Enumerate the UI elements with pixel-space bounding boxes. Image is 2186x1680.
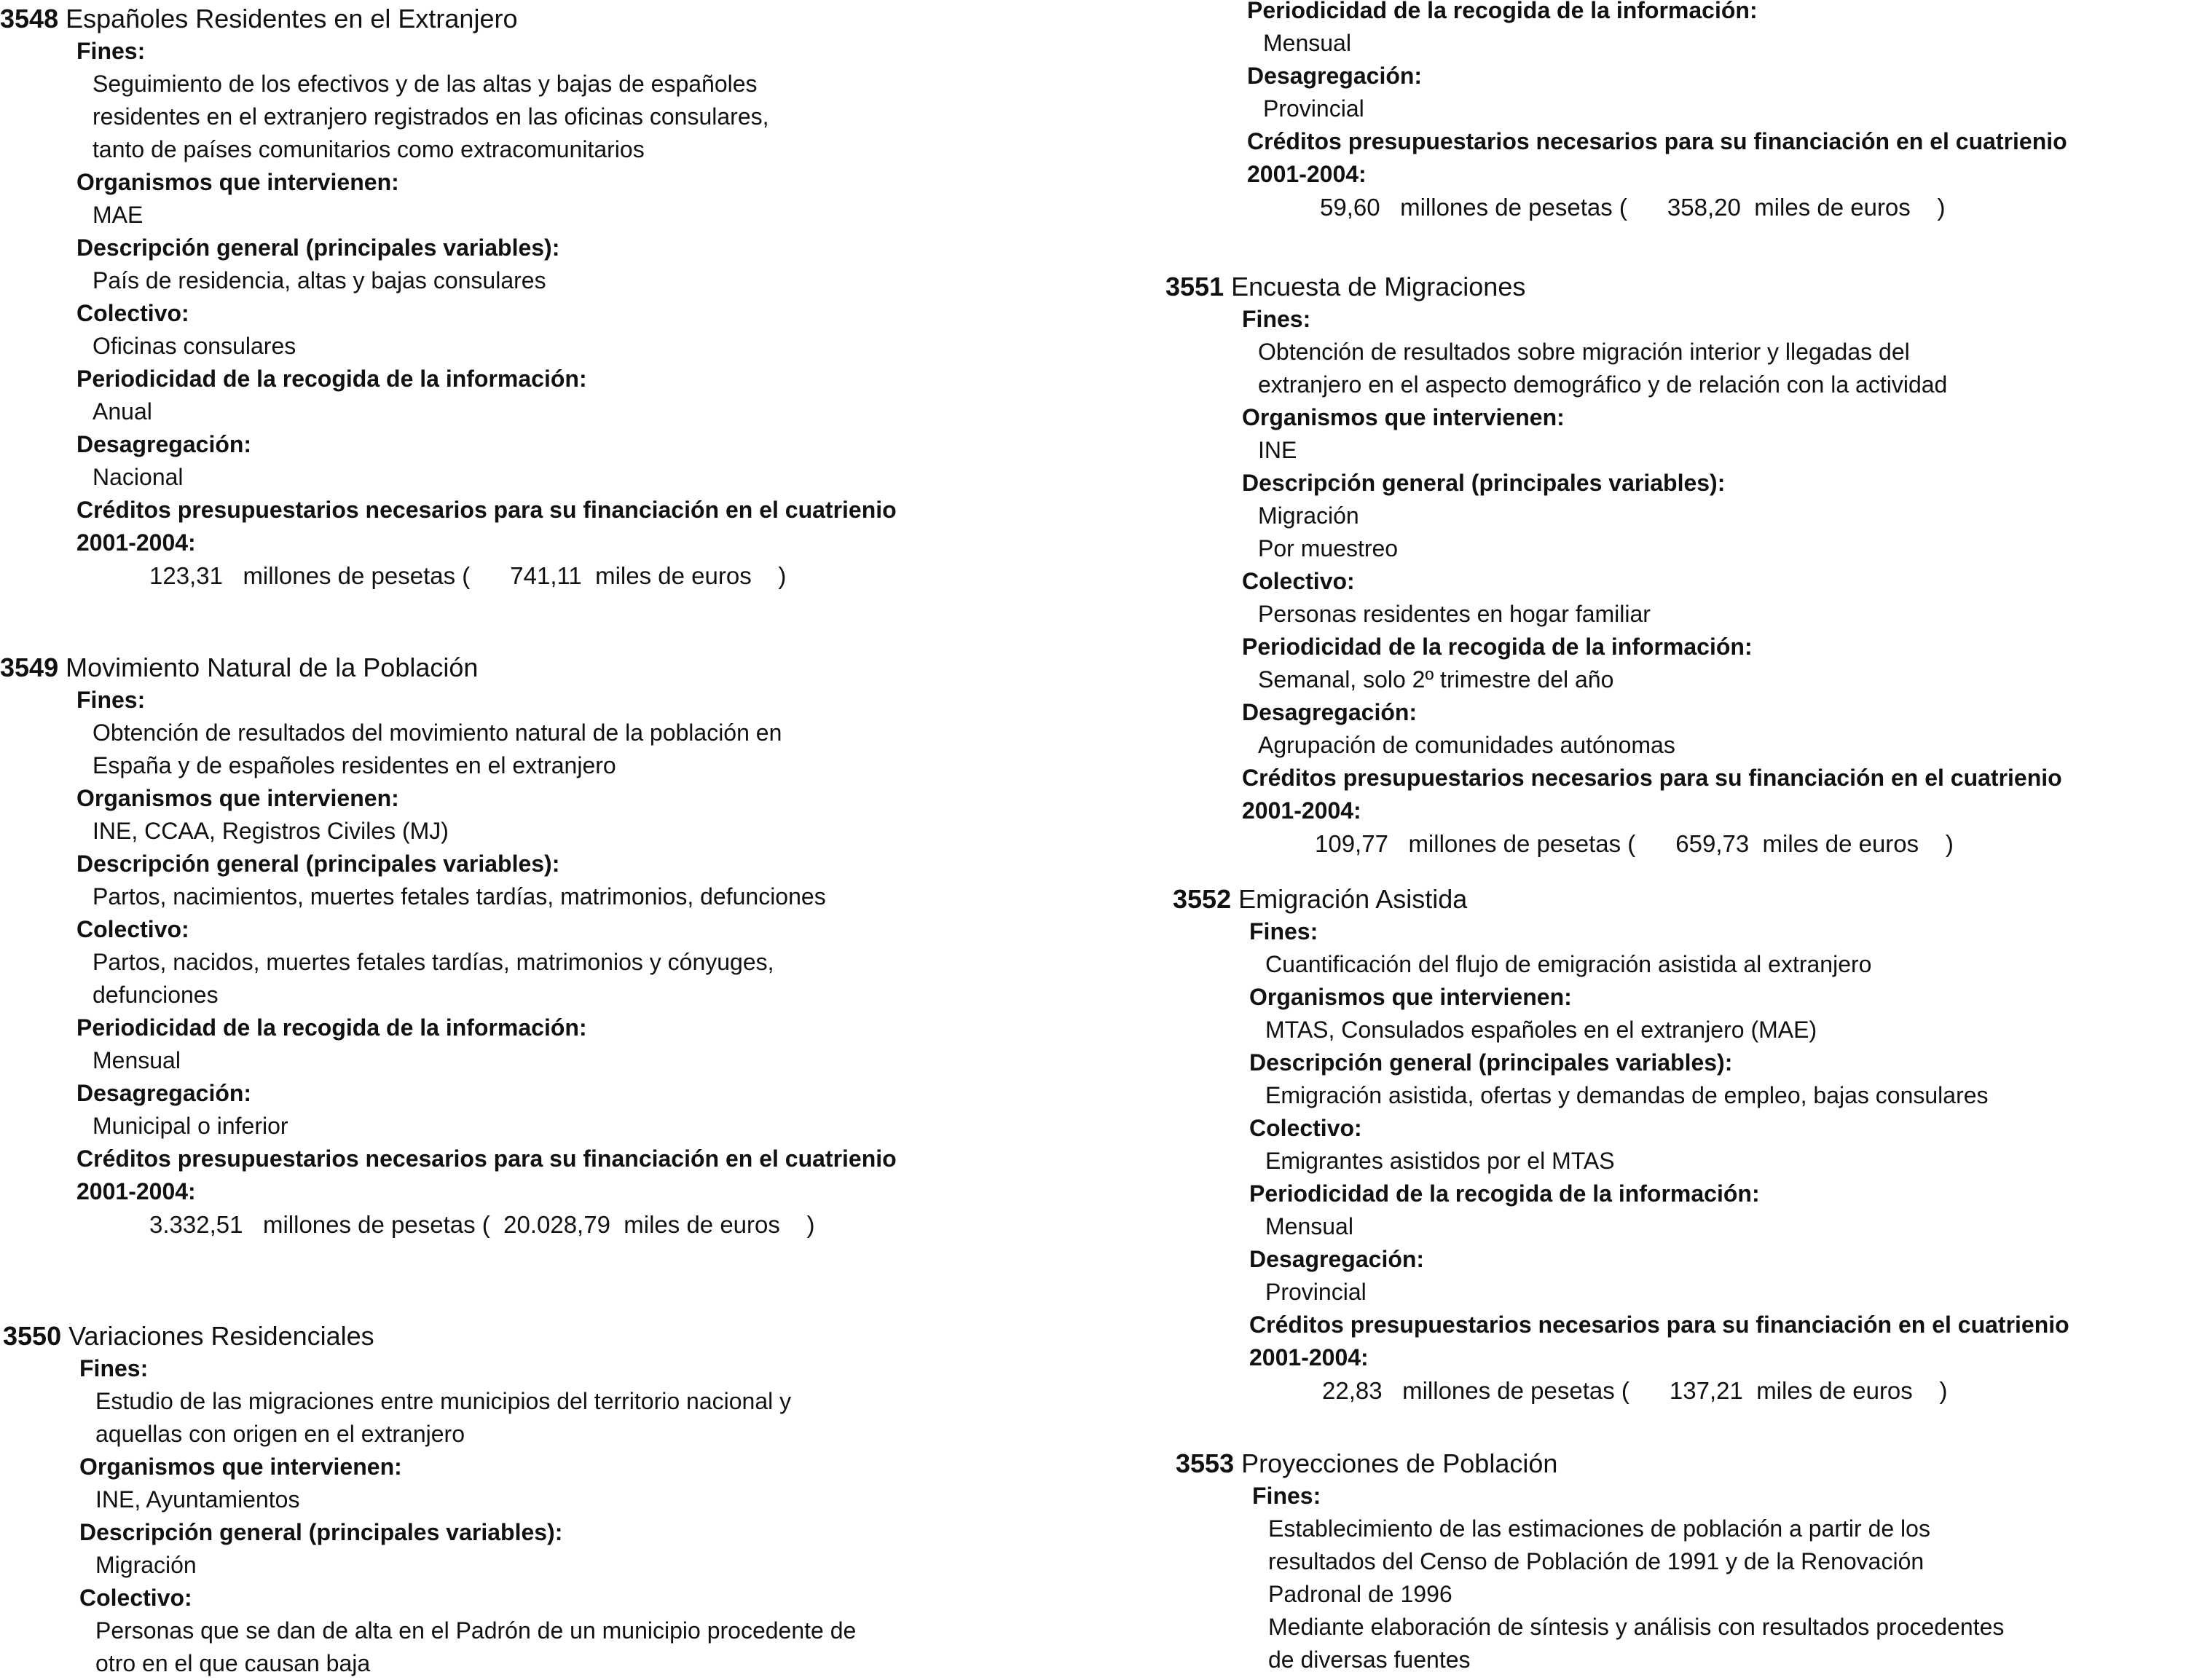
descripcion-value: Emigración asistida, ofertas y demandas de empleo, bajas consulares bbox=[1265, 1082, 1989, 1108]
fines-label: Fines: bbox=[76, 687, 146, 713]
fines-label: Fines: bbox=[1242, 306, 1311, 332]
fines-line: resultados del Censo de Población de 1991 y de la Renovación bbox=[1268, 1548, 1924, 1574]
descripcion-value: Por muestreo bbox=[1258, 535, 1399, 561]
creditos-label: Créditos presupuestarios necesarios para su financiación en el cuatrienio bbox=[76, 497, 897, 523]
periodicidad-label: Periodicidad de la recogida de la información: bbox=[1249, 1180, 1760, 1207]
cost-line: 22,83 millones de pesetas ( 137,21 miles de euros ) bbox=[1322, 1377, 1948, 1404]
descripcion-value: Partos, nacimientos, muertes fetales tardías, matrimonios, defunciones bbox=[93, 883, 826, 910]
entry-header bbox=[3, 1320, 856, 1352]
entry-body bbox=[1242, 303, 2062, 860]
desagregacion-value: Provincial bbox=[1263, 95, 1364, 122]
cost-line: 123,31 millones de pesetas ( 741,11 miles de euros ) bbox=[149, 562, 787, 589]
organismos-value: MTAS, Consulados españoles en el extranjero (MAE) bbox=[1265, 1017, 1817, 1043]
creditos-label: Créditos presupuestarios necesarios para su financiación en el cuatrienio bbox=[76, 1145, 897, 1172]
colectivo-label: Colectivo: bbox=[1242, 568, 1355, 594]
entry-3550-continuation bbox=[1165, 0, 2067, 224]
fines-line: Mediante elaboración de síntesis y análisis con resultados procedentes bbox=[1268, 1614, 2005, 1640]
entry-title: Proyecciones de Población bbox=[1241, 1448, 1558, 1478]
creditos-period: 2001-2004: bbox=[1249, 1344, 1369, 1371]
colectivo-value: Personas residentes en hogar familiar bbox=[1258, 601, 1651, 627]
colectivo-value: Oficinas consulares bbox=[93, 333, 296, 359]
entry-3549 bbox=[0, 652, 897, 1241]
creditos-period: 2001-2004: bbox=[76, 1178, 196, 1204]
entry-number: 3553 bbox=[1176, 1448, 1235, 1478]
desagregacion-label: Desagregación: bbox=[1247, 63, 1423, 89]
creditos-label: Créditos presupuestarios necesarios para su financiación en el cuatrienio bbox=[1247, 128, 2067, 154]
fines-line: Seguimiento de los efectivos y de las altas y bajas de españoles bbox=[93, 71, 758, 97]
entry-3548 bbox=[0, 3, 897, 592]
entry-title: Movimiento Natural de la Población bbox=[66, 652, 479, 682]
cost-line: 109,77 millones de pesetas ( 659,73 miles de euros ) bbox=[1315, 830, 1954, 857]
desagregacion-value: Agrupación de comunidades autónomas bbox=[1258, 732, 1675, 758]
entry-title: Encuesta de Migraciones bbox=[1231, 272, 1526, 301]
fines-label: Fines: bbox=[76, 38, 146, 64]
entry-number: 3550 bbox=[3, 1321, 62, 1351]
colectivo-label: Colectivo: bbox=[76, 300, 189, 326]
entry-body bbox=[1247, 0, 2067, 224]
periodicidad-label: Periodicidad de la recogida de la información: bbox=[76, 1014, 587, 1041]
colectivo-value: otro en el que causan baja bbox=[95, 1650, 371, 1676]
entry-3551 bbox=[1165, 271, 2062, 860]
fines-label: Fines: bbox=[79, 1355, 149, 1381]
periodicidad-label: Periodicidad de la recogida de la información: bbox=[76, 366, 587, 392]
organismos-value: INE bbox=[1258, 437, 1297, 463]
colectivo-value: Personas que se dan de alta en el Padrón de un municipio procedente de bbox=[95, 1617, 857, 1644]
creditos-label: Créditos presupuestarios necesarios para su financiación en el cuatrienio bbox=[1249, 1312, 2069, 1338]
entry-3553 bbox=[1176, 1448, 2004, 1676]
descripcion-value: País de residencia, altas y bajas consulares bbox=[93, 267, 546, 293]
entry-number: 3552 bbox=[1173, 884, 1232, 914]
colectivo-label: Colectivo: bbox=[1249, 1115, 1362, 1141]
desagregacion-value: Municipal o inferior bbox=[93, 1113, 288, 1139]
creditos-period: 2001-2004: bbox=[76, 529, 196, 556]
colectivo-value: Emigrantes asistidos por el MTAS bbox=[1265, 1148, 1615, 1174]
organismos-value: INE, Ayuntamientos bbox=[95, 1486, 300, 1513]
desagregacion-label: Desagregación: bbox=[1249, 1246, 1425, 1272]
entry-3552 bbox=[1173, 883, 2069, 1407]
entry-header bbox=[1165, 271, 2062, 303]
fines-line: Estudio de las migraciones entre municipios del territorio nacional y bbox=[95, 1388, 792, 1414]
periodicidad-value: Anual bbox=[93, 398, 152, 425]
descripcion-label: Descripción general (principales variables): bbox=[76, 851, 560, 877]
periodicidad-value: Mensual bbox=[93, 1047, 181, 1073]
entry-3550 bbox=[3, 1320, 856, 1680]
descripcion-value: Migración bbox=[95, 1552, 197, 1578]
organismos-value: INE, CCAA, Registros Civiles (MJ) bbox=[93, 818, 449, 844]
entry-header bbox=[0, 652, 897, 684]
entry-body bbox=[1249, 915, 2069, 1407]
organismos-label: Organismos que intervienen: bbox=[79, 1454, 402, 1480]
fines-line: residentes en el extranjero registrados en las oficinas consulares, bbox=[93, 103, 769, 130]
entry-header bbox=[0, 3, 897, 35]
entry-number: 3548 bbox=[0, 4, 59, 33]
colectivo-label: Colectivo: bbox=[76, 916, 189, 942]
creditos-period: 2001-2004: bbox=[1247, 161, 1367, 187]
fines-line: Obtención de resultados sobre migración interior y llegadas del bbox=[1258, 339, 1910, 365]
colectivo-label: Colectivo: bbox=[79, 1585, 192, 1611]
descripcion-label: Descripción general (principales variables): bbox=[1249, 1049, 1733, 1076]
entry-title: Españoles Residentes en el Extranjero bbox=[66, 4, 518, 33]
colectivo-value: defunciones bbox=[93, 982, 219, 1008]
descripcion-label: Descripción general (principales variables): bbox=[76, 234, 560, 261]
fines-line: extranjero en el aspecto demográfico y de relación con la actividad bbox=[1258, 371, 1948, 398]
organismos-value: MAE bbox=[93, 202, 143, 228]
periodicidad-value: Semanal, solo 2º trimestre del año bbox=[1258, 666, 1614, 693]
fines-line: aquellas con origen en el extranjero bbox=[95, 1421, 465, 1447]
desagregacion-label: Desagregación: bbox=[1242, 699, 1418, 725]
entry-number: 3551 bbox=[1165, 272, 1224, 301]
cost-line: 3.332,51 millones de pesetas ( 20.028,79 miles de euros ) bbox=[149, 1211, 815, 1238]
fines-line: de diversas fuentes bbox=[1268, 1647, 1471, 1673]
descripcion-label: Descripción general (principales variables): bbox=[79, 1519, 563, 1545]
descripcion-label: Descripción general (principales variables): bbox=[1242, 470, 1726, 496]
cost-line: 59,60 millones de pesetas ( 358,20 miles de euros ) bbox=[1320, 194, 1946, 221]
periodicidad-label: Periodicidad de la recogida de la información: bbox=[1247, 0, 1758, 23]
periodicidad-label: Periodicidad de la recogida de la información: bbox=[1242, 634, 1753, 660]
fines-line: España y de españoles residentes en el extranjero bbox=[93, 752, 616, 778]
entry-body bbox=[76, 684, 897, 1241]
fines-label: Fines: bbox=[1249, 918, 1318, 944]
colectivo-value: Partos, nacidos, muertes fetales tardías, matrimonios y cónyuges, bbox=[93, 949, 774, 975]
entry-body bbox=[76, 35, 897, 592]
entry-body bbox=[1252, 1480, 2004, 1676]
creditos-label: Créditos presupuestarios necesarios para su financiación en el cuatrienio bbox=[1242, 765, 2062, 791]
fines-line: tanto de países comunitarios como extracomunitarios bbox=[93, 136, 645, 162]
desagregacion-value: Provincial bbox=[1265, 1279, 1367, 1305]
desagregacion-value: Nacional bbox=[93, 464, 184, 490]
organismos-label: Organismos que intervienen: bbox=[76, 785, 399, 811]
fines-line: Cuantificación del flujo de emigración asistida al extranjero bbox=[1265, 951, 1872, 977]
fines-line: Obtención de resultados del movimiento natural de la población en bbox=[93, 719, 782, 746]
creditos-period: 2001-2004: bbox=[1242, 797, 1361, 824]
organismos-label: Organismos que intervienen: bbox=[76, 169, 399, 195]
entry-header bbox=[1173, 883, 2069, 915]
organismos-label: Organismos que intervienen: bbox=[1249, 984, 1572, 1010]
desagregacion-label: Desagregación: bbox=[76, 431, 252, 457]
periodicidad-value: Mensual bbox=[1265, 1213, 1353, 1239]
entry-header bbox=[1176, 1448, 2004, 1480]
fines-line: Padronal de 1996 bbox=[1268, 1581, 1452, 1607]
entry-title: Emigración Asistida bbox=[1238, 884, 1468, 914]
entry-body bbox=[79, 1352, 856, 1680]
periodicidad-value: Mensual bbox=[1263, 30, 1351, 56]
organismos-label: Organismos que intervienen: bbox=[1242, 404, 1565, 430]
entry-number: 3549 bbox=[0, 652, 59, 682]
fines-line: Establecimiento de las estimaciones de población a partir de los bbox=[1268, 1515, 1930, 1542]
fines-label: Fines: bbox=[1252, 1483, 1321, 1509]
entry-title: Variaciones Residenciales bbox=[68, 1321, 374, 1351]
descripcion-value: Migración bbox=[1258, 502, 1359, 529]
desagregacion-label: Desagregación: bbox=[76, 1080, 252, 1106]
